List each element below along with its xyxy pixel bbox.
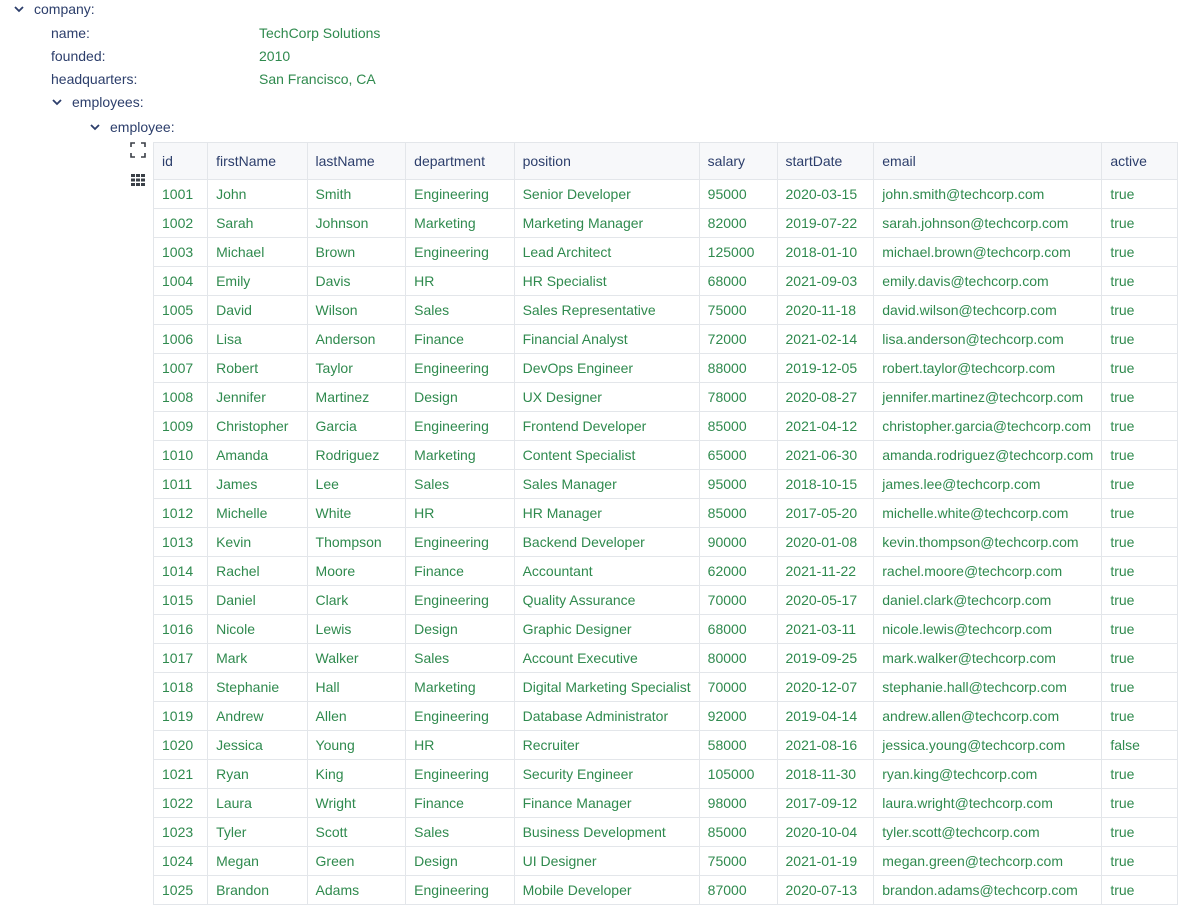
- cell-firstName: Laura: [208, 789, 307, 818]
- cell-department: Finance: [406, 789, 514, 818]
- cell-department: Design: [406, 383, 514, 412]
- table-row[interactable]: [154, 760, 1178, 789]
- cell-department: Sales: [406, 644, 514, 673]
- cell-active: true: [1102, 267, 1178, 296]
- cell-department: Engineering: [406, 760, 514, 789]
- cell-department: Design: [406, 615, 514, 644]
- cell-firstName: Amanda: [208, 441, 307, 470]
- chevron-down-icon[interactable]: [88, 120, 102, 134]
- cell-lastName: Anderson: [307, 325, 406, 354]
- cell-id: 1025: [154, 876, 208, 905]
- cell-lastName: White: [307, 499, 406, 528]
- cell-firstName: Stephanie: [208, 673, 307, 702]
- company-node[interactable]: [12, 0, 95, 19]
- table-row[interactable]: [154, 383, 1178, 412]
- cell-active: true: [1102, 209, 1178, 238]
- cell-salary: 65000: [699, 441, 777, 470]
- cell-id: 1001: [154, 180, 208, 209]
- cell-position: Lead Architect: [514, 238, 699, 267]
- cell-firstName: James: [208, 470, 307, 499]
- cell-lastName: Davis: [307, 267, 406, 296]
- cell-position: Senior Developer: [514, 180, 699, 209]
- cell-position: Financial Analyst: [514, 325, 699, 354]
- cell-startDate: 2019-04-14: [777, 702, 874, 731]
- cell-email: tyler.scott@techcorp.com: [874, 818, 1102, 847]
- field-value-headquarters: San Francisco, CA: [259, 71, 376, 87]
- cell-startDate: 2019-12-05: [777, 354, 874, 383]
- cell-department: Design: [406, 847, 514, 876]
- cell-salary: 105000: [699, 760, 777, 789]
- cell-firstName: Rachel: [208, 557, 307, 586]
- cell-salary: 90000: [699, 528, 777, 557]
- cell-email: david.wilson@techcorp.com: [874, 296, 1102, 325]
- cell-active: true: [1102, 412, 1178, 441]
- cell-lastName: Young: [307, 731, 406, 760]
- cell-firstName: Daniel: [208, 586, 307, 615]
- cell-salary: 85000: [699, 412, 777, 441]
- cell-position: Graphic Designer: [514, 615, 699, 644]
- cell-email: ryan.king@techcorp.com: [874, 760, 1102, 789]
- cell-salary: 70000: [699, 673, 777, 702]
- cell-position: Account Executive: [514, 644, 699, 673]
- cell-firstName: Megan: [208, 847, 307, 876]
- column-header-startDate[interactable]: startDate: [777, 143, 874, 180]
- cell-email: christopher.garcia@techcorp.com: [874, 412, 1102, 441]
- cell-salary: 78000: [699, 383, 777, 412]
- fullscreen-icon[interactable]: [129, 141, 147, 159]
- cell-email: megan.green@techcorp.com: [874, 847, 1102, 876]
- cell-lastName: Martinez: [307, 383, 406, 412]
- cell-email: john.smith@techcorp.com: [874, 180, 1102, 209]
- table-row[interactable]: [154, 238, 1178, 267]
- cell-id: 1009: [154, 412, 208, 441]
- cell-startDate: 2020-03-15: [777, 180, 874, 209]
- cell-salary: 72000: [699, 325, 777, 354]
- employee-node[interactable]: [88, 117, 175, 137]
- cell-position: Database Administrator: [514, 702, 699, 731]
- cell-department: HR: [406, 499, 514, 528]
- cell-id: 1017: [154, 644, 208, 673]
- cell-lastName: Green: [307, 847, 406, 876]
- field-key-name: name:: [51, 25, 90, 41]
- cell-lastName: Taylor: [307, 354, 406, 383]
- cell-department: Finance: [406, 557, 514, 586]
- cell-id: 1012: [154, 499, 208, 528]
- table-row[interactable]: [154, 615, 1178, 644]
- cell-position: Sales Manager: [514, 470, 699, 499]
- table-row[interactable]: [154, 644, 1178, 673]
- cell-active: true: [1102, 876, 1178, 905]
- cell-lastName: King: [307, 760, 406, 789]
- cell-firstName: Christopher: [208, 412, 307, 441]
- cell-salary: 88000: [699, 354, 777, 383]
- chevron-down-icon[interactable]: [50, 95, 64, 109]
- cell-salary: 92000: [699, 702, 777, 731]
- cell-active: true: [1102, 499, 1178, 528]
- cell-lastName: Wright: [307, 789, 406, 818]
- cell-id: 1015: [154, 586, 208, 615]
- cell-active: true: [1102, 847, 1178, 876]
- cell-firstName: Brandon: [208, 876, 307, 905]
- cell-id: 1002: [154, 209, 208, 238]
- table-row[interactable]: [154, 267, 1178, 296]
- cell-active: true: [1102, 528, 1178, 557]
- cell-lastName: Scott: [307, 818, 406, 847]
- cell-position: HR Specialist: [514, 267, 699, 296]
- field-value-name: TechCorp Solutions: [259, 25, 381, 41]
- cell-lastName: Adams: [307, 876, 406, 905]
- cell-firstName: Kevin: [208, 528, 307, 557]
- cell-id: 1004: [154, 267, 208, 296]
- cell-firstName: Tyler: [208, 818, 307, 847]
- cell-active: true: [1102, 325, 1178, 354]
- cell-lastName: Johnson: [307, 209, 406, 238]
- cell-salary: 85000: [699, 818, 777, 847]
- cell-department: HR: [406, 731, 514, 760]
- cell-position: Backend Developer: [514, 528, 699, 557]
- cell-startDate: 2020-07-13: [777, 876, 874, 905]
- cell-lastName: Moore: [307, 557, 406, 586]
- table-row[interactable]: [154, 296, 1178, 325]
- cell-lastName: Clark: [307, 586, 406, 615]
- cell-active: true: [1102, 789, 1178, 818]
- cell-startDate: 2021-04-12: [777, 412, 874, 441]
- cell-firstName: Robert: [208, 354, 307, 383]
- column-header-id[interactable]: id: [154, 143, 208, 180]
- cell-startDate: 2020-05-17: [777, 586, 874, 615]
- cell-startDate: 2020-12-07: [777, 673, 874, 702]
- cell-position: HR Manager: [514, 499, 699, 528]
- cell-department: Sales: [406, 818, 514, 847]
- cell-department: Marketing: [406, 441, 514, 470]
- field-key-founded: founded:: [51, 48, 106, 64]
- cell-firstName: Nicole: [208, 615, 307, 644]
- table-row[interactable]: [154, 673, 1178, 702]
- table-row[interactable]: [154, 470, 1178, 499]
- chevron-down-icon[interactable]: [12, 2, 26, 16]
- cell-email: stephanie.hall@techcorp.com: [874, 673, 1102, 702]
- cell-lastName: Garcia: [307, 412, 406, 441]
- cell-startDate: 2021-06-30: [777, 441, 874, 470]
- table-row[interactable]: [154, 789, 1178, 818]
- cell-lastName: Rodriguez: [307, 441, 406, 470]
- cell-salary: 85000: [699, 499, 777, 528]
- table-row[interactable]: [154, 847, 1178, 876]
- cell-active: true: [1102, 818, 1178, 847]
- table-header-row: [154, 143, 1178, 180]
- cell-salary: 95000: [699, 180, 777, 209]
- cell-department: Engineering: [406, 354, 514, 383]
- cell-lastName: Allen: [307, 702, 406, 731]
- cell-id: 1007: [154, 354, 208, 383]
- cell-active: true: [1102, 586, 1178, 615]
- cell-position: UX Designer: [514, 383, 699, 412]
- cell-department: HR: [406, 267, 514, 296]
- cell-firstName: Mark: [208, 644, 307, 673]
- cell-salary: 80000: [699, 644, 777, 673]
- cell-lastName: Brown: [307, 238, 406, 267]
- cell-active: true: [1102, 180, 1178, 209]
- cell-startDate: 2019-09-25: [777, 644, 874, 673]
- cell-active: true: [1102, 383, 1178, 412]
- cell-firstName: Jessica: [208, 731, 307, 760]
- cell-id: 1011: [154, 470, 208, 499]
- cell-department: Engineering: [406, 412, 514, 441]
- employee-key: employee:: [110, 119, 175, 135]
- cell-startDate: 2018-01-10: [777, 238, 874, 267]
- cell-position: Content Specialist: [514, 441, 699, 470]
- cell-active: true: [1102, 615, 1178, 644]
- cell-active: true: [1102, 644, 1178, 673]
- field-key-headquarters: headquarters:: [51, 71, 138, 87]
- table-row[interactable]: [154, 731, 1178, 760]
- cell-firstName: Michael: [208, 238, 307, 267]
- cell-email: brandon.adams@techcorp.com: [874, 876, 1102, 905]
- cell-startDate: 2020-08-27: [777, 383, 874, 412]
- cell-position: Digital Marketing Specialist: [514, 673, 699, 702]
- cell-id: 1024: [154, 847, 208, 876]
- cell-startDate: 2018-11-30: [777, 760, 874, 789]
- cell-startDate: 2020-11-18: [777, 296, 874, 325]
- cell-department: Sales: [406, 470, 514, 499]
- cell-email: jessica.young@techcorp.com: [874, 731, 1102, 760]
- cell-startDate: 2019-07-22: [777, 209, 874, 238]
- cell-id: 1020: [154, 731, 208, 760]
- table-body: [154, 180, 1178, 905]
- table-row[interactable]: [154, 180, 1178, 209]
- cell-id: 1014: [154, 557, 208, 586]
- cell-startDate: 2021-11-22: [777, 557, 874, 586]
- cell-id: 1018: [154, 673, 208, 702]
- table-row[interactable]: [154, 586, 1178, 615]
- cell-department: Engineering: [406, 586, 514, 615]
- cell-id: 1006: [154, 325, 208, 354]
- cell-lastName: Smith: [307, 180, 406, 209]
- cell-position: Security Engineer: [514, 760, 699, 789]
- cell-startDate: 2021-09-03: [777, 267, 874, 296]
- cell-firstName: Ryan: [208, 760, 307, 789]
- cell-id: 1016: [154, 615, 208, 644]
- cell-position: UI Designer: [514, 847, 699, 876]
- cell-id: 1022: [154, 789, 208, 818]
- cell-email: daniel.clark@techcorp.com: [874, 586, 1102, 615]
- cell-email: mark.walker@techcorp.com: [874, 644, 1102, 673]
- cell-lastName: Wilson: [307, 296, 406, 325]
- cell-lastName: Thompson: [307, 528, 406, 557]
- cell-email: robert.taylor@techcorp.com: [874, 354, 1102, 383]
- cell-salary: 68000: [699, 267, 777, 296]
- cell-salary: 58000: [699, 731, 777, 760]
- cell-email: michelle.white@techcorp.com: [874, 499, 1102, 528]
- table-row[interactable]: [154, 499, 1178, 528]
- cell-salary: 75000: [699, 296, 777, 325]
- cell-startDate: 2021-01-19: [777, 847, 874, 876]
- cell-firstName: Michelle: [208, 499, 307, 528]
- cell-department: Finance: [406, 325, 514, 354]
- cell-active: true: [1102, 441, 1178, 470]
- cell-position: Recruiter: [514, 731, 699, 760]
- table-row[interactable]: [154, 876, 1178, 905]
- cell-active: true: [1102, 238, 1178, 267]
- company-key: company:: [34, 1, 95, 17]
- cell-id: 1023: [154, 818, 208, 847]
- cell-lastName: Hall: [307, 673, 406, 702]
- cell-lastName: Lee: [307, 470, 406, 499]
- cell-email: emily.davis@techcorp.com: [874, 267, 1102, 296]
- cell-firstName: John: [208, 180, 307, 209]
- cell-email: lisa.anderson@techcorp.com: [874, 325, 1102, 354]
- cell-salary: 62000: [699, 557, 777, 586]
- cell-department: Sales: [406, 296, 514, 325]
- cell-email: james.lee@techcorp.com: [874, 470, 1102, 499]
- cell-email: kevin.thompson@techcorp.com: [874, 528, 1102, 557]
- cell-salary: 95000: [699, 470, 777, 499]
- table-row[interactable]: [154, 702, 1178, 731]
- cell-id: 1008: [154, 383, 208, 412]
- cell-position: Marketing Manager: [514, 209, 699, 238]
- cell-salary: 75000: [699, 847, 777, 876]
- cell-firstName: Sarah: [208, 209, 307, 238]
- cell-position: DevOps Engineer: [514, 354, 699, 383]
- cell-startDate: 2017-09-12: [777, 789, 874, 818]
- cell-position: Finance Manager: [514, 789, 699, 818]
- column-header-position[interactable]: position: [514, 143, 699, 180]
- cell-salary: 68000: [699, 615, 777, 644]
- cell-position: Sales Representative: [514, 296, 699, 325]
- column-header-lastName[interactable]: lastName: [307, 143, 406, 180]
- cell-startDate: 2017-05-20: [777, 499, 874, 528]
- cell-salary: 70000: [699, 586, 777, 615]
- cell-firstName: David: [208, 296, 307, 325]
- cell-department: Marketing: [406, 673, 514, 702]
- cell-department: Engineering: [406, 238, 514, 267]
- cell-active: true: [1102, 354, 1178, 383]
- employees-node[interactable]: [50, 92, 144, 112]
- employee-table: [153, 142, 1178, 905]
- table-row[interactable]: [154, 528, 1178, 557]
- cell-active: true: [1102, 296, 1178, 325]
- cell-email: laura.wright@techcorp.com: [874, 789, 1102, 818]
- cell-firstName: Jennifer: [208, 383, 307, 412]
- grid-view-icon[interactable]: [129, 171, 147, 189]
- cell-salary: 125000: [699, 238, 777, 267]
- cell-position: Quality Assurance: [514, 586, 699, 615]
- cell-email: michael.brown@techcorp.com: [874, 238, 1102, 267]
- table-row[interactable]: [154, 325, 1178, 354]
- cell-position: Mobile Developer: [514, 876, 699, 905]
- cell-email: rachel.moore@techcorp.com: [874, 557, 1102, 586]
- cell-email: jennifer.martinez@techcorp.com: [874, 383, 1102, 412]
- cell-department: Engineering: [406, 702, 514, 731]
- cell-active: true: [1102, 702, 1178, 731]
- employees-key: employees:: [72, 94, 144, 110]
- cell-id: 1005: [154, 296, 208, 325]
- cell-department: Marketing: [406, 209, 514, 238]
- cell-salary: 82000: [699, 209, 777, 238]
- cell-department: Engineering: [406, 528, 514, 557]
- cell-startDate: 2021-02-14: [777, 325, 874, 354]
- cell-id: 1019: [154, 702, 208, 731]
- cell-startDate: 2020-10-04: [777, 818, 874, 847]
- cell-id: 1010: [154, 441, 208, 470]
- cell-id: 1013: [154, 528, 208, 557]
- cell-email: nicole.lewis@techcorp.com: [874, 615, 1102, 644]
- cell-startDate: 2021-03-11: [777, 615, 874, 644]
- cell-startDate: 2021-08-16: [777, 731, 874, 760]
- column-header-email[interactable]: email: [874, 143, 1102, 180]
- cell-active: true: [1102, 760, 1178, 789]
- column-header-active[interactable]: active: [1102, 143, 1178, 180]
- table-row[interactable]: [154, 441, 1178, 470]
- table-row[interactable]: [154, 412, 1178, 441]
- cell-position: Accountant: [514, 557, 699, 586]
- cell-startDate: 2018-10-15: [777, 470, 874, 499]
- cell-firstName: Lisa: [208, 325, 307, 354]
- column-header-salary[interactable]: salary: [699, 143, 777, 180]
- cell-active: true: [1102, 673, 1178, 702]
- cell-department: Engineering: [406, 180, 514, 209]
- cell-id: 1021: [154, 760, 208, 789]
- cell-position: Business Development: [514, 818, 699, 847]
- cell-email: amanda.rodriguez@techcorp.com: [874, 441, 1102, 470]
- cell-lastName: Walker: [307, 644, 406, 673]
- column-header-firstName[interactable]: firstName: [208, 143, 307, 180]
- cell-department: Engineering: [406, 876, 514, 905]
- cell-active: false: [1102, 731, 1178, 760]
- table-row[interactable]: [154, 818, 1178, 847]
- cell-startDate: 2020-01-08: [777, 528, 874, 557]
- cell-id: 1003: [154, 238, 208, 267]
- cell-lastName: Lewis: [307, 615, 406, 644]
- field-value-founded: 2010: [259, 48, 291, 64]
- table-row[interactable]: [154, 354, 1178, 383]
- table-row[interactable]: [154, 557, 1178, 586]
- cell-active: true: [1102, 470, 1178, 499]
- cell-salary: 98000: [699, 789, 777, 818]
- table-row[interactable]: [154, 209, 1178, 238]
- column-header-department[interactable]: department: [406, 143, 514, 180]
- cell-active: true: [1102, 557, 1178, 586]
- cell-email: andrew.allen@techcorp.com: [874, 702, 1102, 731]
- cell-salary: 87000: [699, 876, 777, 905]
- cell-email: sarah.johnson@techcorp.com: [874, 209, 1102, 238]
- cell-firstName: Emily: [208, 267, 307, 296]
- cell-firstName: Andrew: [208, 702, 307, 731]
- cell-position: Frontend Developer: [514, 412, 699, 441]
